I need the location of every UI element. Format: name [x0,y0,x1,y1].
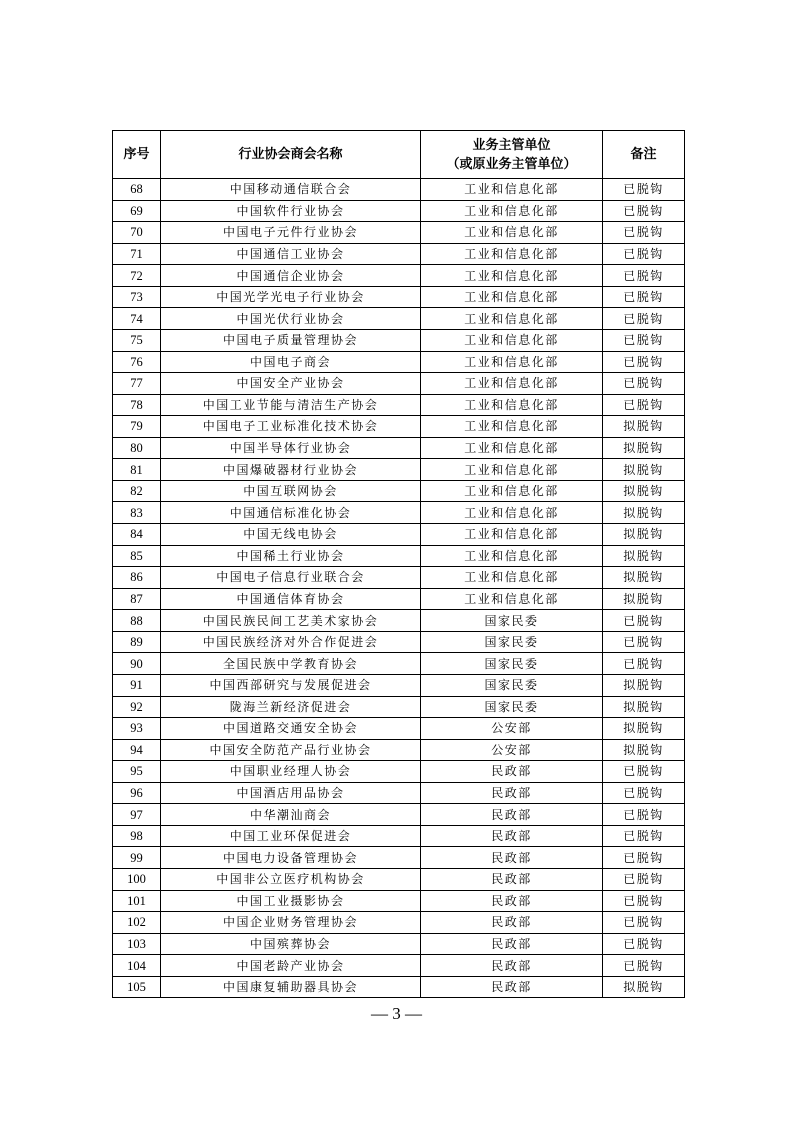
cell-no: 95 [113,761,161,783]
header-unit-line2: （或原业务主管单位） [446,156,577,172]
cell-note: 已脱钩 [603,653,685,675]
table-row [113,394,685,416]
cell-no: 104 [113,955,161,977]
cell-association-name: 中国康复辅助器具协会 [161,976,421,998]
cell-no: 93 [113,718,161,740]
table-row [113,351,685,373]
table-row [113,437,685,459]
table-body [113,179,685,998]
cell-association-name: 中国半导体行业协会 [161,437,421,459]
header-unit [421,131,603,179]
cell-no: 102 [113,912,161,934]
cell-supervising-unit: 民政部 [421,933,603,955]
cell-note: 拟脱钩 [603,739,685,761]
cell-no: 78 [113,394,161,416]
cell-association-name: 中国电子工业标准化技术协会 [161,416,421,438]
cell-note: 已脱钩 [603,329,685,351]
cell-supervising-unit: 民政部 [421,912,603,934]
table-row [113,286,685,308]
cell-supervising-unit: 工业和信息化部 [421,416,603,438]
cell-supervising-unit: 民政部 [421,847,603,869]
cell-note: 已脱钩 [603,761,685,783]
cell-supervising-unit: 公安部 [421,739,603,761]
cell-note: 拟脱钩 [603,545,685,567]
cell-no: 75 [113,329,161,351]
cell-supervising-unit: 工业和信息化部 [421,351,603,373]
cell-note: 拟脱钩 [603,976,685,998]
cell-supervising-unit: 工业和信息化部 [421,502,603,524]
cell-association-name: 中国通信体育协会 [161,588,421,610]
cell-note: 拟脱钩 [603,674,685,696]
cell-note: 拟脱钩 [603,696,685,718]
table-row [113,243,685,265]
cell-supervising-unit: 工业和信息化部 [421,480,603,502]
header-no: 序号 [113,131,161,179]
cell-note: 已脱钩 [603,847,685,869]
cell-supervising-unit: 工业和信息化部 [421,394,603,416]
table-row [113,502,685,524]
cell-supervising-unit: 工业和信息化部 [421,437,603,459]
cell-association-name: 中国酒店用品协会 [161,782,421,804]
cell-association-name: 中国爆破器材行业协会 [161,459,421,481]
cell-note: 已脱钩 [603,890,685,912]
cell-note: 已脱钩 [603,308,685,330]
cell-supervising-unit: 民政部 [421,955,603,977]
cell-association-name: 中国电子元件行业协会 [161,222,421,244]
cell-no: 94 [113,739,161,761]
table-row [113,976,685,998]
table-row [113,373,685,395]
cell-association-name: 中国工业环保促进会 [161,825,421,847]
cell-no: 73 [113,286,161,308]
cell-no: 76 [113,351,161,373]
cell-supervising-unit: 工业和信息化部 [421,243,603,265]
cell-association-name: 中国殡葬协会 [161,933,421,955]
cell-no: 79 [113,416,161,438]
cell-supervising-unit: 工业和信息化部 [421,329,603,351]
cell-note: 拟脱钩 [603,416,685,438]
cell-supervising-unit: 工业和信息化部 [421,588,603,610]
cell-note: 拟脱钩 [603,437,685,459]
cell-no: 90 [113,653,161,675]
cell-association-name: 中国电子商会 [161,351,421,373]
cell-supervising-unit: 国家民委 [421,653,603,675]
table-row [113,933,685,955]
cell-note: 已脱钩 [603,955,685,977]
cell-no: 80 [113,437,161,459]
cell-association-name: 中国光学光电子行业协会 [161,286,421,308]
cell-supervising-unit: 工业和信息化部 [421,545,603,567]
cell-note: 已脱钩 [603,804,685,826]
cell-supervising-unit: 民政部 [421,976,603,998]
cell-no: 84 [113,524,161,546]
cell-note: 已脱钩 [603,200,685,222]
cell-supervising-unit: 民政部 [421,761,603,783]
cell-association-name: 中华潮汕商会 [161,804,421,826]
cell-no: 81 [113,459,161,481]
cell-no: 87 [113,588,161,610]
table-row [113,179,685,201]
cell-association-name: 中国老龄产业协会 [161,955,421,977]
cell-association-name: 中国西部研究与发展促进会 [161,674,421,696]
cell-association-name: 全国民族中学教育协会 [161,653,421,675]
cell-note: 已脱钩 [603,631,685,653]
table-row [113,804,685,826]
cell-supervising-unit: 工业和信息化部 [421,524,603,546]
cell-no: 68 [113,179,161,201]
table-row [113,567,685,589]
cell-no: 103 [113,933,161,955]
cell-no: 70 [113,222,161,244]
cell-association-name: 中国互联网协会 [161,480,421,502]
cell-supervising-unit: 公安部 [421,718,603,740]
cell-association-name: 中国软件行业协会 [161,200,421,222]
cell-note: 拟脱钩 [603,567,685,589]
cell-note: 拟脱钩 [603,588,685,610]
cell-supervising-unit: 工业和信息化部 [421,286,603,308]
page-number: — 3 — [371,1004,422,1023]
header-row [113,131,685,179]
cell-note: 已脱钩 [603,933,685,955]
table-row [113,416,685,438]
cell-no: 101 [113,890,161,912]
cell-association-name: 中国非公立医疗机构协会 [161,869,421,891]
table-row [113,524,685,546]
cell-supervising-unit: 民政部 [421,804,603,826]
table-row [113,782,685,804]
table-row [113,308,685,330]
table-row [113,222,685,244]
cell-supervising-unit: 国家民委 [421,696,603,718]
cell-note: 拟脱钩 [603,459,685,481]
cell-no: 105 [113,976,161,998]
table-row [113,545,685,567]
cell-supervising-unit: 工业和信息化部 [421,200,603,222]
cell-association-name: 中国工业摄影协会 [161,890,421,912]
cell-no: 74 [113,308,161,330]
association-table [112,130,685,998]
cell-note: 已脱钩 [603,351,685,373]
table-row [113,200,685,222]
table-row [113,696,685,718]
cell-association-name: 中国光伏行业协会 [161,308,421,330]
cell-note: 已脱钩 [603,243,685,265]
cell-supervising-unit: 民政部 [421,782,603,804]
header-note: 备注 [603,131,685,179]
cell-note: 已脱钩 [603,265,685,287]
cell-supervising-unit: 民政部 [421,825,603,847]
table-row [113,329,685,351]
table-row [113,653,685,675]
table-row [113,459,685,481]
cell-no: 85 [113,545,161,567]
cell-supervising-unit: 国家民委 [421,631,603,653]
cell-association-name: 中国工业节能与清洁生产协会 [161,394,421,416]
cell-association-name: 中国通信标准化协会 [161,502,421,524]
cell-no: 96 [113,782,161,804]
cell-supervising-unit: 工业和信息化部 [421,308,603,330]
cell-no: 100 [113,869,161,891]
cell-association-name: 中国安全产业协会 [161,373,421,395]
cell-no: 77 [113,373,161,395]
cell-no: 71 [113,243,161,265]
cell-note: 拟脱钩 [603,502,685,524]
cell-association-name: 中国民族民间工艺美术家协会 [161,610,421,632]
table-row [113,610,685,632]
cell-association-name: 中国通信企业协会 [161,265,421,287]
cell-note: 已脱钩 [603,869,685,891]
cell-no: 83 [113,502,161,524]
cell-supervising-unit: 工业和信息化部 [421,373,603,395]
cell-association-name: 中国电子信息行业联合会 [161,567,421,589]
table-row [113,761,685,783]
table-row [113,890,685,912]
table-row [113,869,685,891]
cell-association-name: 中国企业财务管理协会 [161,912,421,934]
cell-no: 99 [113,847,161,869]
table-row [113,847,685,869]
table-header [113,131,685,179]
cell-association-name: 中国通信工业协会 [161,243,421,265]
table-row [113,955,685,977]
header-unit-line1: 业务主管单位 [472,137,551,153]
table-row [113,631,685,653]
cell-no: 82 [113,480,161,502]
cell-supervising-unit: 国家民委 [421,674,603,696]
cell-association-name: 中国电子质量管理协会 [161,329,421,351]
cell-supervising-unit: 国家民委 [421,610,603,632]
table-row [113,674,685,696]
table-row [113,718,685,740]
cell-no: 69 [113,200,161,222]
cell-note: 拟脱钩 [603,524,685,546]
cell-no: 88 [113,610,161,632]
cell-note: 已脱钩 [603,394,685,416]
table-row [113,588,685,610]
cell-note: 已脱钩 [603,373,685,395]
cell-association-name: 中国安全防范产品行业协会 [161,739,421,761]
cell-note: 已脱钩 [603,825,685,847]
cell-supervising-unit: 工业和信息化部 [421,222,603,244]
cell-no: 97 [113,804,161,826]
cell-note: 已脱钩 [603,912,685,934]
cell-association-name: 中国民族经济对外合作促进会 [161,631,421,653]
cell-no: 98 [113,825,161,847]
table-row [113,739,685,761]
cell-note: 已脱钩 [603,782,685,804]
cell-association-name: 中国无线电协会 [161,524,421,546]
cell-supervising-unit: 工业和信息化部 [421,567,603,589]
cell-note: 已脱钩 [603,286,685,308]
cell-association-name: 中国移动通信联合会 [161,179,421,201]
cell-note: 已脱钩 [603,179,685,201]
cell-note: 拟脱钩 [603,718,685,740]
header-name: 行业协会商会名称 [161,131,421,179]
cell-no: 89 [113,631,161,653]
cell-no: 92 [113,696,161,718]
cell-supervising-unit: 工业和信息化部 [421,265,603,287]
cell-supervising-unit: 民政部 [421,890,603,912]
cell-association-name: 中国电力设备管理协会 [161,847,421,869]
cell-supervising-unit: 工业和信息化部 [421,459,603,481]
cell-no: 86 [113,567,161,589]
table-row [113,825,685,847]
cell-association-name: 中国道路交通安全协会 [161,718,421,740]
cell-no: 72 [113,265,161,287]
table-row [113,265,685,287]
table-row [113,912,685,934]
cell-association-name: 中国稀土行业协会 [161,545,421,567]
cell-supervising-unit: 工业和信息化部 [421,179,603,201]
cell-association-name: 陇海兰新经济促进会 [161,696,421,718]
cell-supervising-unit: 民政部 [421,869,603,891]
cell-association-name: 中国职业经理人协会 [161,761,421,783]
cell-note: 已脱钩 [603,222,685,244]
cell-note: 已脱钩 [603,610,685,632]
cell-no: 91 [113,674,161,696]
table-row [113,480,685,502]
cell-note: 拟脱钩 [603,480,685,502]
